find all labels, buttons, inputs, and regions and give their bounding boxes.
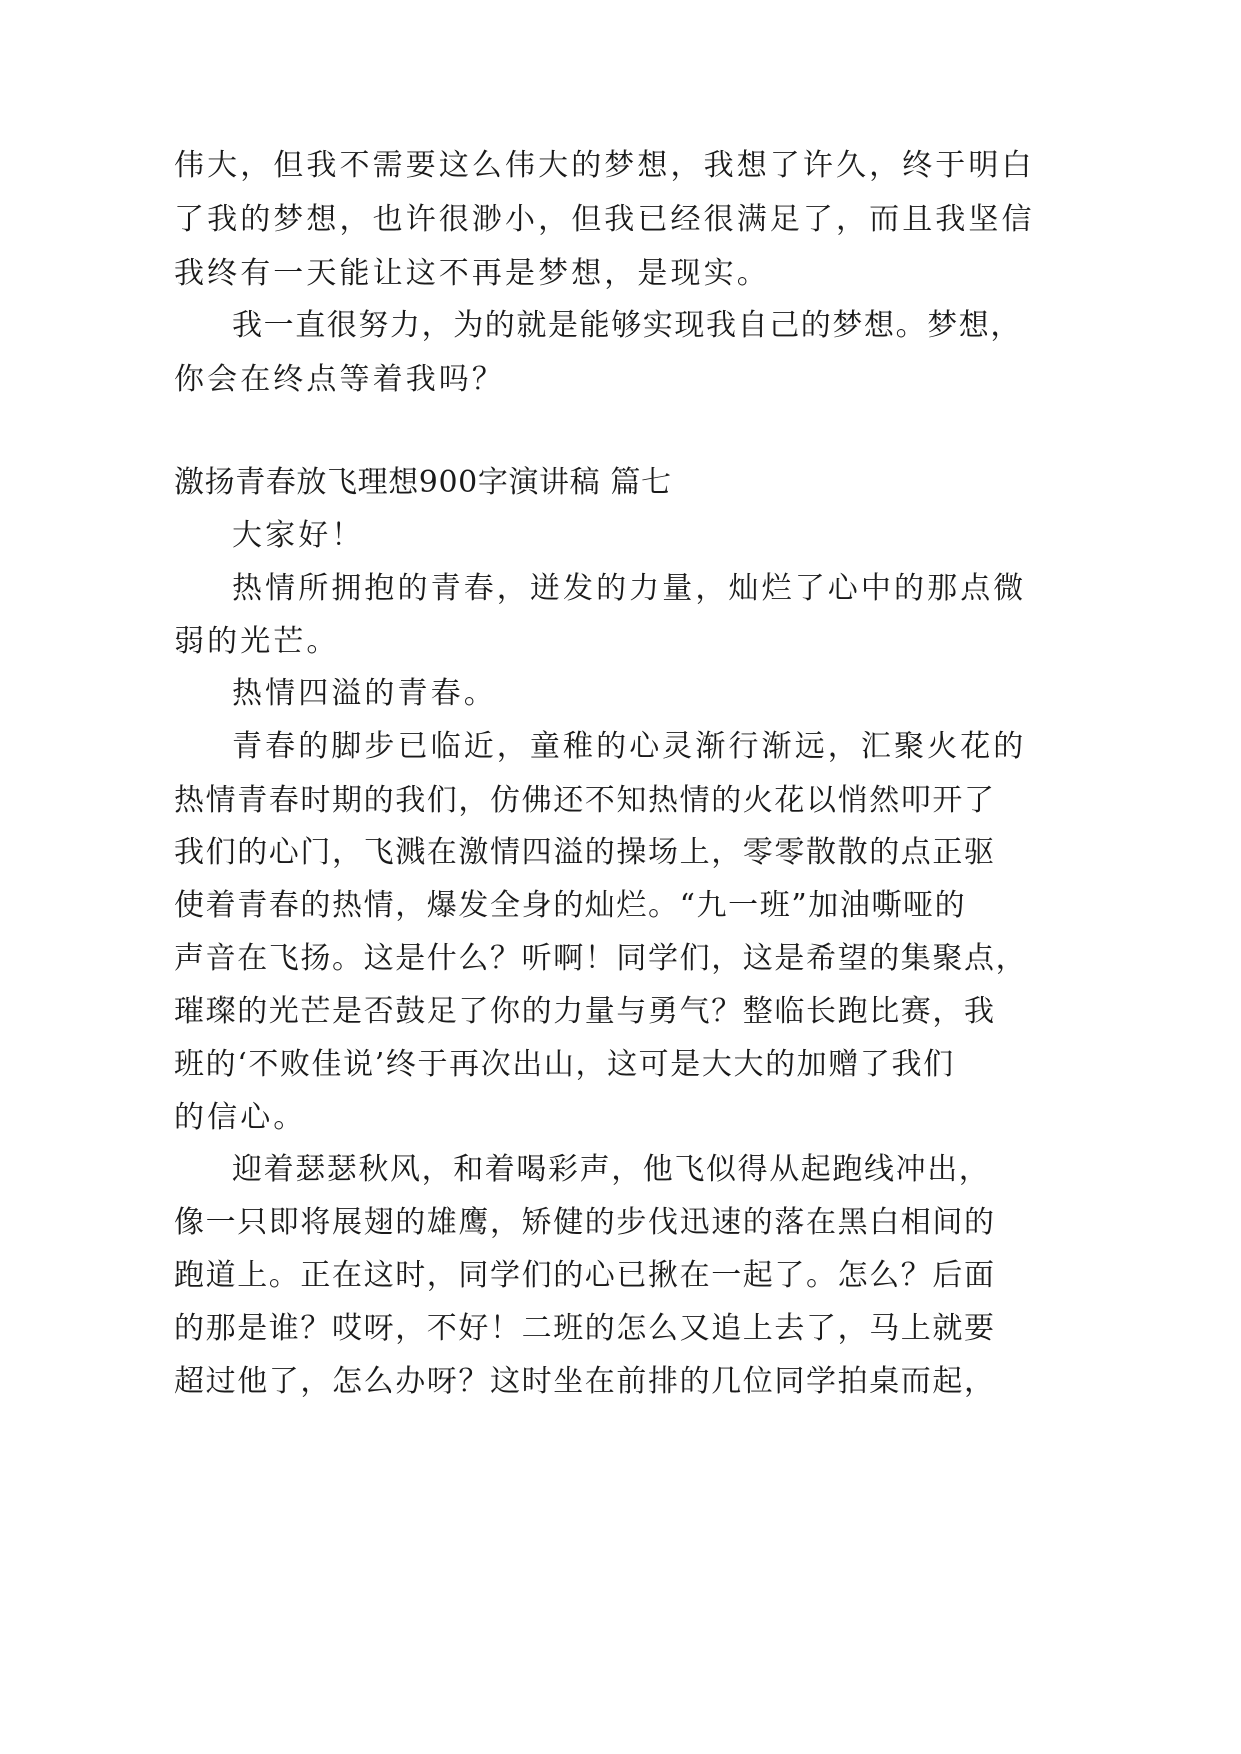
- text-line: 了我的梦想，也许很渺小，但我已经很满足了，而且我坚信: [174, 202, 1035, 237]
- text-line: 弱的光芒。: [174, 624, 340, 659]
- text-line: 跑道上。正在这时，同学们的心已揪在一起了。怎么？后面: [174, 1258, 996, 1293]
- text-line: 我一直很努力，为的就是能够实现我自己的梦想。梦想，: [232, 308, 1022, 343]
- text-line: 热情四溢的青春。: [232, 676, 497, 711]
- text-line: 热情青春时期的我们，仿佛还不知热情的火花以悄然叩开了: [174, 783, 996, 818]
- text-line: 像一只即将展翅的雄鹰，矫健的步伐迅速的落在黑白相间的: [174, 1205, 996, 1240]
- text-line: 迎着瑟瑟秋风，和着喝彩声，他飞似得从起跑线冲出，: [232, 1152, 991, 1187]
- text-line: 班的‘不败佳说’终于再次出山，这可是大大的加赠了我们: [174, 1047, 955, 1082]
- text-line: 使着青春的热情，爆发全身的灿烂。“九一班”加油嘶哑的: [174, 888, 967, 923]
- text-line: 青春的脚步已临近，童稚的心灵渐行渐远，汇聚火花的: [232, 729, 1027, 764]
- text-line: 的信心。: [174, 1100, 307, 1135]
- text-line: 大家好！: [232, 518, 365, 553]
- text-line: 超过他了，怎么办呀？这时坐在前排的几位同学拍桌而起，: [174, 1364, 996, 1399]
- text-line: 璀璨的光芒是否鼓足了你的力量与勇气？整临长跑比赛，我: [174, 994, 996, 1029]
- text-line: 我终有一天能让这不再是梦想，是现实。: [174, 256, 770, 291]
- text-line: 伟大，但我不需要这么伟大的梦想，我想了许久，终于明白: [174, 148, 1035, 183]
- text-line: 热情所拥抱的青春，迸发的力量，灿烂了心中的那点微: [232, 571, 1027, 606]
- section-heading: 激扬青春放飞理想900字演讲稿 篇七: [174, 465, 672, 500]
- text-line: 声音在飞扬。这是什么？听啊！同学们，这是希望的集聚点，: [174, 941, 1028, 976]
- text-line: 你会在终点等着我吗？: [174, 362, 505, 397]
- text-line: 我们的心门，飞溅在激情四溢的操场上，零零散散的点正驱: [174, 835, 996, 870]
- text-line: 的那是谁？哎呀，不好！二班的怎么又追上去了，马上就要: [174, 1311, 996, 1346]
